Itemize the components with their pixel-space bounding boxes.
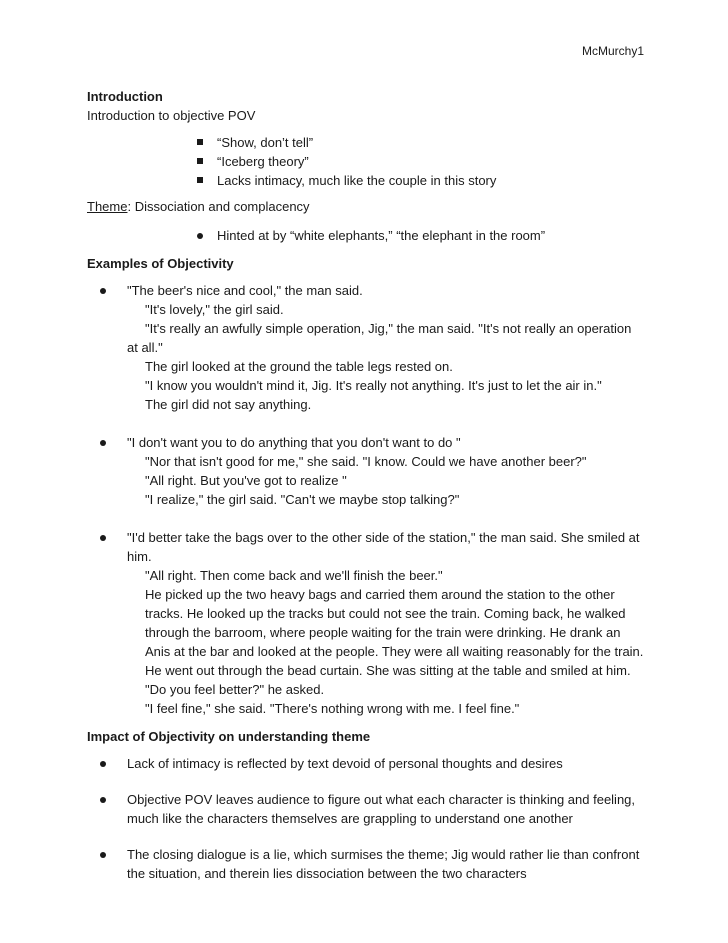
list-item: Objective POV leaves audience to figure out what each character is thinking and feeling, much like the characters themselves are grappling to understand one another [87, 790, 647, 828]
quote-line: "I don't want you to do anything that you don't want to do " [127, 435, 461, 450]
quote-block [87, 528, 647, 718]
quote-line: "The beer's nice and cool," the man said. [127, 283, 363, 298]
quote-line: "It's lovely," the girl said. [145, 302, 284, 317]
list-item: Hinted at by “white elephants,” “the elephant in the room” [197, 226, 647, 245]
quote-line: "Nor that isn't good for me," she said. "I know. Could we have another beer?" [145, 454, 587, 469]
section-heading-impact: Impact of Objectivity on understanding theme [87, 729, 371, 744]
list-item: The closing dialogue is a lie, which surmises the theme; Jig would rather lie than confront the situation, and therein lies dissociation between the two characters [87, 845, 647, 883]
impact-list [87, 754, 647, 883]
section-heading-introduction: Introduction [87, 89, 163, 104]
quote-line: "All right. But you've got to realize " [145, 473, 347, 488]
examples-list [87, 281, 647, 718]
theme-text: : Dissociation and complacency [127, 199, 310, 214]
quote-line: "I feel fine," she said. "There's nothing wrong with me. I feel fine." [145, 701, 520, 716]
quote-line: "I know you wouldn't mind it, Jig. It's really not anything. It's just to let the air in." [145, 378, 602, 393]
list-item: Lacks intimacy, much like the couple in this story [197, 171, 647, 190]
quote-line: "It's really an awfully simple operation, Jig," the man said. "It's not really an operation [145, 321, 632, 336]
quote-block [87, 433, 647, 509]
list-item: Lack of intimacy is reflected by text devoid of personal thoughts and desires [87, 754, 647, 773]
quote-block [87, 281, 647, 414]
theme-label: Theme [87, 199, 128, 214]
quote-line: The girl looked at the ground the table legs rested on. [145, 359, 453, 374]
quote-line: "Do you feel better?" he asked. [145, 682, 325, 697]
page-header: McMurchy1 [581, 44, 644, 58]
quote-line: The girl did not say anything. [145, 397, 312, 412]
document-body [87, 87, 647, 900]
theme-line [87, 197, 647, 216]
quote-line: "I realize," the girl said. "Can't we maybe stop talking?" [145, 492, 460, 507]
quote-line: "I'd better take the bags over to the other side of the station," the man said. She smiled at him. [127, 530, 640, 564]
intro-bullet-list [197, 133, 647, 190]
quote-line: at all." [127, 340, 163, 355]
theme-bullet-list [197, 226, 647, 245]
section-heading-examples: Examples of Objectivity [87, 256, 234, 271]
list-item: “Show, don’t tell” [197, 133, 647, 152]
list-item: “Iceberg theory” [197, 152, 647, 171]
quote-line: "All right. Then come back and we'll finish the beer." [145, 568, 443, 583]
quote-line: He picked up the two heavy bags and carried them around the station to the other tracks. He looked up the tracks but could not see the train. Coming back, he walked through the barroom, where people waiting for the train were drinking. He drank an Anis at the bar and looked at the people. They were all waiting reasonably for the train. He went out through the bead curtain. She was sitting at the table and smiled at him. [145, 587, 644, 678]
intro-subheading: Introduction to objective POV [87, 108, 256, 123]
